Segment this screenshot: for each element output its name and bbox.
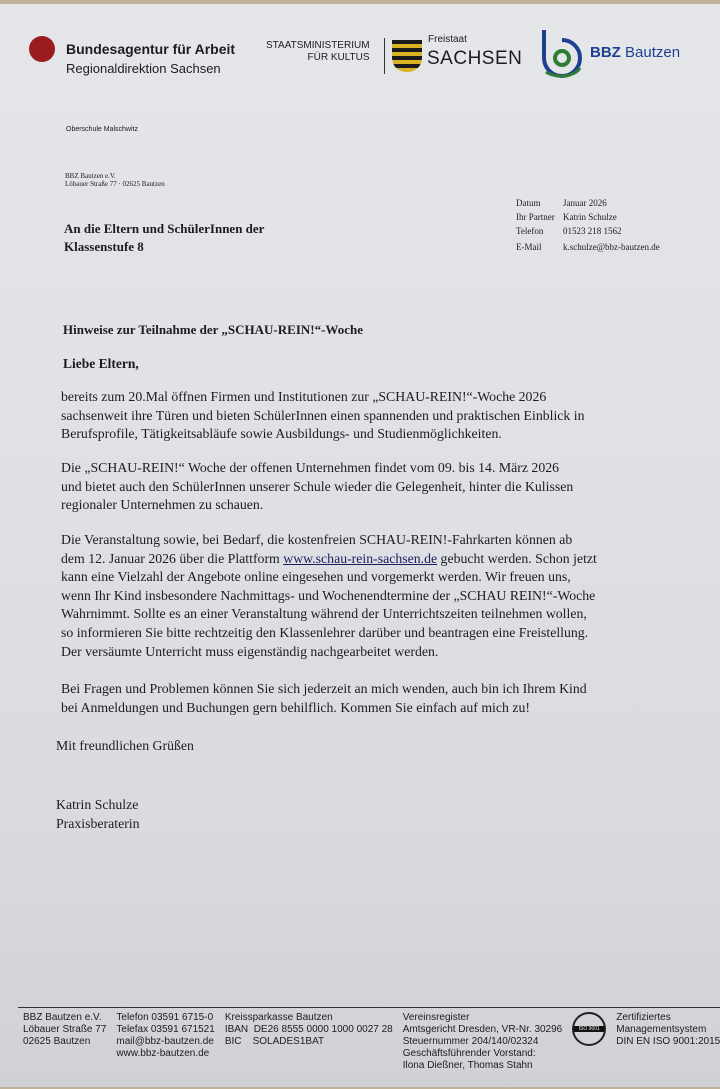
text-line: sachsenweit ihre Türen und bieten SchülerInnen einen spannenden und praktischen Einblick in [61,407,585,423]
smk-line1: STAATSMINISTERIUM [266,40,370,51]
bbz-name [590,44,680,61]
signature-block [56,795,140,833]
footer-col-certification [616,1012,720,1048]
bbz-name-text: Bautzen [625,44,681,61]
bbz-logo-icon [540,28,584,80]
info-block [516,198,660,256]
paragraph-1 [61,388,585,444]
text-line: Berufsprofile, Tätigkeitsabläufe sowie Ausbildungs- und Studienmöglichkeiten. [61,426,502,442]
paragraph-4 [61,680,587,717]
schau-rein-link[interactable]: www.schau-rein-sachsen.de [283,550,438,566]
iso-certificate-icon [572,1012,606,1046]
footer-line: mail@bbz-bautzen.de [116,1036,214,1047]
text-line: Die „SCHAU-REIN!“ Woche der offenen Unternehmen findet vom 09. bis 14. März 2026 [61,460,560,475]
info-key: Ihr Partner [516,212,555,222]
text-line [61,550,597,569]
footer-line: www.bbz-bautzen.de [116,1048,210,1059]
footer-col-bank [225,1012,393,1048]
info-row [516,198,660,209]
info-key: Datum [516,198,541,208]
paragraph-3 [61,531,597,661]
footer-line: DIN EN ISO 9001:2015 [616,1036,720,1047]
text-line: kann eine Vielzahl der Angebote online eingesehen und vorgemerkt werden. Wir freuen uns, [61,569,571,585]
sender-line1: BBZ Bautzen e.V. [65,172,116,180]
text-line: so informieren Sie bitte rechtzeitig den Klassenlehrer darüber und beantragen eine Freistellung. [61,624,589,640]
footer-line: BBZ Bautzen e.V. [23,1012,102,1023]
salutation: Liebe Eltern, [63,356,139,371]
info-row [516,226,660,237]
text-line: und bietet auch den SchülerInnen unserer Schule wieder die Gelegenheit, hinter die Kulissen [61,478,574,494]
footer-line: Vereinsregister [402,1012,470,1023]
footer-line: BIC SOLADES1BAT [224,1036,325,1047]
footer-line: Amtsgericht Dresden, VR-Nr. 30296 [402,1024,563,1035]
info-key: Telefon [516,226,544,236]
sender-line2: Löbauer Straße 77 · 02625 Bautzen [65,180,165,188]
text-line: Die Veranstaltung sowie, bei Bedarf, die kostenfreien SCHAU-REIN!-Fahrkarten können ab [61,532,573,547]
signature-title: Praxisberaterin [56,816,140,831]
bbz-bold: BBZ [590,44,621,61]
footer-col-contact [116,1012,214,1060]
text-line: bereits zum 20.Mal öffnen Firmen und Institutionen zur „SCHAU-REIN!“-Woche 2026 [61,389,547,404]
footer-line: Managementsystem [616,1024,707,1035]
footer-line: 02625 Bautzen [23,1036,91,1047]
closing: Mit freundlichen Grüßen [56,738,194,753]
info-value: k.schulze@bbz-bautzen.de [563,242,660,252]
footer [23,1012,720,1072]
saxony-crest-icon [392,40,422,72]
logo-divider [384,38,385,74]
text-line: regionaler Unternehmen zu schauen. [61,497,264,513]
text-fragment: gebucht werden. Schon jetzt [437,550,597,566]
smk-logo-text [266,40,370,64]
footer-col-address [23,1012,106,1048]
sender-address [65,172,165,188]
iso-badge-text: ISO 9001 [574,1026,604,1032]
bundesagentur-logo-icon [29,36,55,62]
footer-line: Löbauer Straße 77 [23,1024,107,1035]
ba-name: Bundesagentur für Arbeit [66,41,236,57]
recipient-line2: Klassenstufe 8 [64,239,144,254]
text-line: Der versäumte Unterricht muss eigenständig nachgearbeitet werden. [61,643,439,659]
text-line: wenn Ihr Kind insbesondere Nachmittags- und Wochenendtermine der „SCHAU REIN!“-Woche [61,587,596,603]
footer-divider [18,1007,720,1008]
footer-line: Zertifiziertes [616,1012,671,1023]
footer-line: IBAN DE26 8555 0000 1000 0027 28 [224,1024,393,1035]
recipient-block [64,220,264,256]
info-row [516,242,660,253]
text-line: Bei Fragen und Problemen können Sie sich jederzeit an mich wenden, auch bin ich Ihrem Kind [61,681,587,696]
footer-line: Geschäftsführender Vorstand: [402,1048,536,1059]
footer-col-register [403,1012,563,1072]
signature-name: Katrin Schulze [56,797,139,812]
text-fragment: dem 12. Januar 2026 über die Plattform [61,550,284,566]
footer-line: Steuernummer 204/140/02324 [402,1036,539,1047]
footer-line: Ilona Dießner, Thomas Stahn [402,1060,533,1071]
info-key: E-Mail [516,242,542,252]
recipient-line1: An die Eltern und SchülerInnen der [64,221,265,236]
footer-line: Kreissparkasse Bautzen [224,1012,333,1023]
freistaat-text: Freistaat [428,34,467,45]
text-line: Wahrnimmt. Sollte es an einer Veranstaltung während der Unterrichtszeiten teilnehmen wollen, [61,606,587,622]
sachsen-text: SACHSEN [427,48,523,69]
letter-subject: Hinweise zur Teilnahme der „SCHAU-REIN!“-Woche [63,322,363,337]
smk-line2: FÜR KULTUS [307,52,370,63]
info-value: Katrin Schulze [563,212,617,222]
text-line: bei Anmeldungen und Buchungen gern behilflich. Kommen Sie einfach auf mich zu! [61,699,530,715]
letter-page [0,4,720,1087]
info-value: 01523 218 1562 [563,226,622,236]
ba-subtitle: Regionaldirektion Sachsen [66,61,221,76]
school-name: Oberschule Malschwitz [66,126,138,133]
info-value: Januar 2026 [563,198,607,208]
footer-line: Telefon 03591 6715-0 [116,1012,214,1023]
info-row [516,212,660,223]
paragraph-2 [61,459,573,515]
footer-line: Telefax 03591 671521 [116,1024,215,1035]
